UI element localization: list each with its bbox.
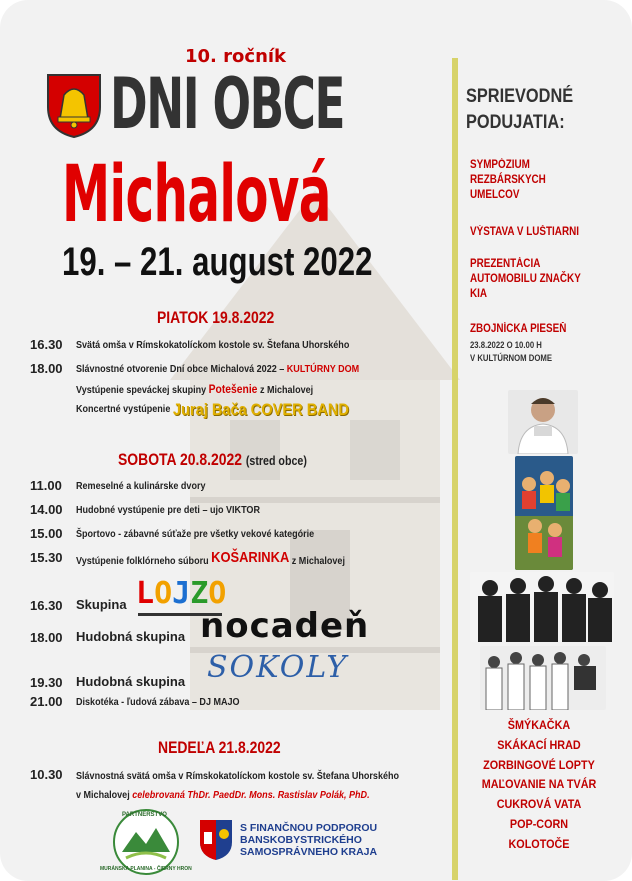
bbsk-crest-icon xyxy=(198,818,234,862)
event-time: 14.00 xyxy=(30,502,63,517)
band-logo-sokoly: SOKOLY xyxy=(207,650,349,685)
event-text xyxy=(76,549,345,566)
event-time: 15.00 xyxy=(30,526,63,541)
edition-label: 10. ročník xyxy=(185,46,287,67)
lojzo-letter: J xyxy=(172,576,191,611)
event-time: 15.30 xyxy=(30,550,63,565)
sidebar-item-line: KIA xyxy=(470,288,488,300)
event-time: 19.30 xyxy=(30,675,63,690)
funding-text-line2: BANSKOBYSTRICKÉHO xyxy=(240,834,362,846)
lojzo-letter: O xyxy=(208,576,227,611)
sidebar-item-line: ZBOJNÍCKA PIESEŇ xyxy=(470,323,567,335)
celebrant-name: celebrovaná ThDr. PaedDr. Mons. Rastislav Polák, PhD. xyxy=(132,789,370,801)
attraction-item: CUKROVÁ VATA xyxy=(496,797,582,812)
title-michalova: Michalová xyxy=(62,150,331,240)
band-label: Hudobná skupina xyxy=(76,629,186,644)
event-time: 18.00 xyxy=(30,630,63,645)
sidebar-item-line: REZBÁRSKYCH xyxy=(470,174,546,186)
event-text: Hudobné vystúpenie pre deti – ujo VIKTOR xyxy=(76,504,260,516)
sidebar-item-zbojnicka xyxy=(470,322,566,337)
event-text-pre: Vystúpenie speváckej skupiny xyxy=(76,384,209,396)
funding-text-line3: SAMOSPRÁVNEHO KRAJA xyxy=(240,846,378,858)
funding-text-line1: S FINANČNOU PODPOROU xyxy=(240,822,378,834)
attraction-item: POP-CORN xyxy=(509,816,569,831)
title-dni-obce: DNI OBCE xyxy=(110,63,345,145)
lojzo-letter: Z xyxy=(190,576,209,611)
band-photo-lojzo xyxy=(515,456,573,570)
attraction-item: MAĽOVANIE NA TVÁR xyxy=(481,777,597,792)
event-text: Športovo - zábavné súťaže pre všetky vekové kategórie xyxy=(76,528,315,540)
partnerstvo-logo-bottom-text: MURÁNSKA PLANINA - ČIERNY HRON xyxy=(100,866,192,872)
day-heading-text: SOBOTA 20.8.2022 xyxy=(118,450,242,469)
event-text xyxy=(76,789,370,801)
event-text-post: z Michalovej xyxy=(289,555,345,567)
sidebar-item-line: AUTOMOBILU ZNAČKY xyxy=(470,273,581,285)
performer-juraj-baca: Juraj Bača xyxy=(172,400,247,419)
event-text: Slávnostná svätá omša v Rímskokatolíckom kostole sv. Štefana Uhorského xyxy=(76,770,400,782)
band-photo-sokoly xyxy=(480,646,606,710)
coat-of-arms-icon xyxy=(46,73,102,139)
event-text-pre: Koncertné vystúpenie xyxy=(76,403,173,415)
event-dates: 19. – 21. august 2022 xyxy=(62,240,373,284)
event-text xyxy=(76,363,359,375)
event-time: 10.30 xyxy=(30,767,63,782)
day-heading-saturday xyxy=(118,450,307,470)
sidebar-item-line: UMELCOV xyxy=(470,189,520,201)
sidebar-item-sympozium xyxy=(470,158,546,203)
day-heading-sunday: NEDEĽA 21.8.2022 xyxy=(158,738,281,757)
event-text: Svätá omša v Rímskokatolíckom kostole sv. Štefana Uhorského xyxy=(76,339,350,351)
attractions-list xyxy=(456,716,622,855)
sidebar-note-line: 23.8.2022 O 10.00 H xyxy=(470,340,542,350)
attraction-item: KOLOTOČE xyxy=(508,836,570,851)
day-heading-friday: PIATOK 19.8.2022 xyxy=(157,308,275,327)
event-text: Diskotéka - ľudová zábava – DJ MAJO xyxy=(76,696,240,708)
event-time: 21.00 xyxy=(30,694,63,709)
lojzo-letter: O xyxy=(154,576,173,611)
day-heading-note: (stred obce) xyxy=(245,453,307,468)
event-time: 16.30 xyxy=(30,337,63,352)
band-logo-nocaden: nocadeň xyxy=(200,606,370,646)
sidebar-item-line: PREZENTÁCIA xyxy=(470,258,541,270)
group-name-kosarinka: KOŠARINKA xyxy=(211,549,290,566)
performer-cover-band: COVER BAND xyxy=(250,400,349,419)
venue-highlight: KULTÚRNY DOM xyxy=(286,363,360,375)
event-text-post: z Michalovej xyxy=(257,384,314,396)
attraction-item: ŠMÝKAČKA xyxy=(507,718,571,732)
partnerstvo-logo-top-text: PARTNERSTVO xyxy=(122,812,167,818)
event-juraj-baca xyxy=(76,400,349,420)
performer-photo-singer xyxy=(508,390,578,454)
sidebar-item-line: SYMPÓZIUM xyxy=(470,159,530,171)
sidebar-heading-line: SPRIEVODNÉ xyxy=(466,86,574,107)
event-text xyxy=(76,382,313,396)
band-label: Skupina xyxy=(76,597,127,612)
event-text: Remeselné a kulinárske dvory xyxy=(76,480,206,492)
group-name-potesenie: Potešenie xyxy=(208,382,258,396)
band-label: Hudobná skupina xyxy=(76,674,186,689)
band-photo-nocaden xyxy=(470,572,614,642)
event-time: 16.30 xyxy=(30,598,63,613)
lojzo-letter: L xyxy=(136,576,155,611)
event-text-pre: v Michalovej xyxy=(76,789,133,801)
event-text-main: Slávnostné otvorenie Dní obce Michalová 2022 – xyxy=(76,363,287,375)
sidebar-item-prezentacia xyxy=(470,257,581,302)
attraction-item: ZORBINGOVÉ LOPTY xyxy=(483,757,595,772)
sidebar-heading xyxy=(466,84,573,136)
sidebar-note-line: V KULTÚRNOM DOME xyxy=(470,353,552,363)
attraction-item: SKÁKACÍ HRAD xyxy=(497,737,581,752)
sidebar-item-line: VÝSTAVA V LUŠTIARNI xyxy=(470,226,579,238)
sidebar-note xyxy=(470,339,552,365)
event-time: 18.00 xyxy=(30,361,63,376)
event-text-pre: Vystúpenie folklórneho súboru xyxy=(76,555,212,567)
sidebar-heading-line: PODUJATIA: xyxy=(466,112,565,133)
event-time: 11.00 xyxy=(30,478,62,493)
sidebar-item-vystava xyxy=(470,225,579,240)
